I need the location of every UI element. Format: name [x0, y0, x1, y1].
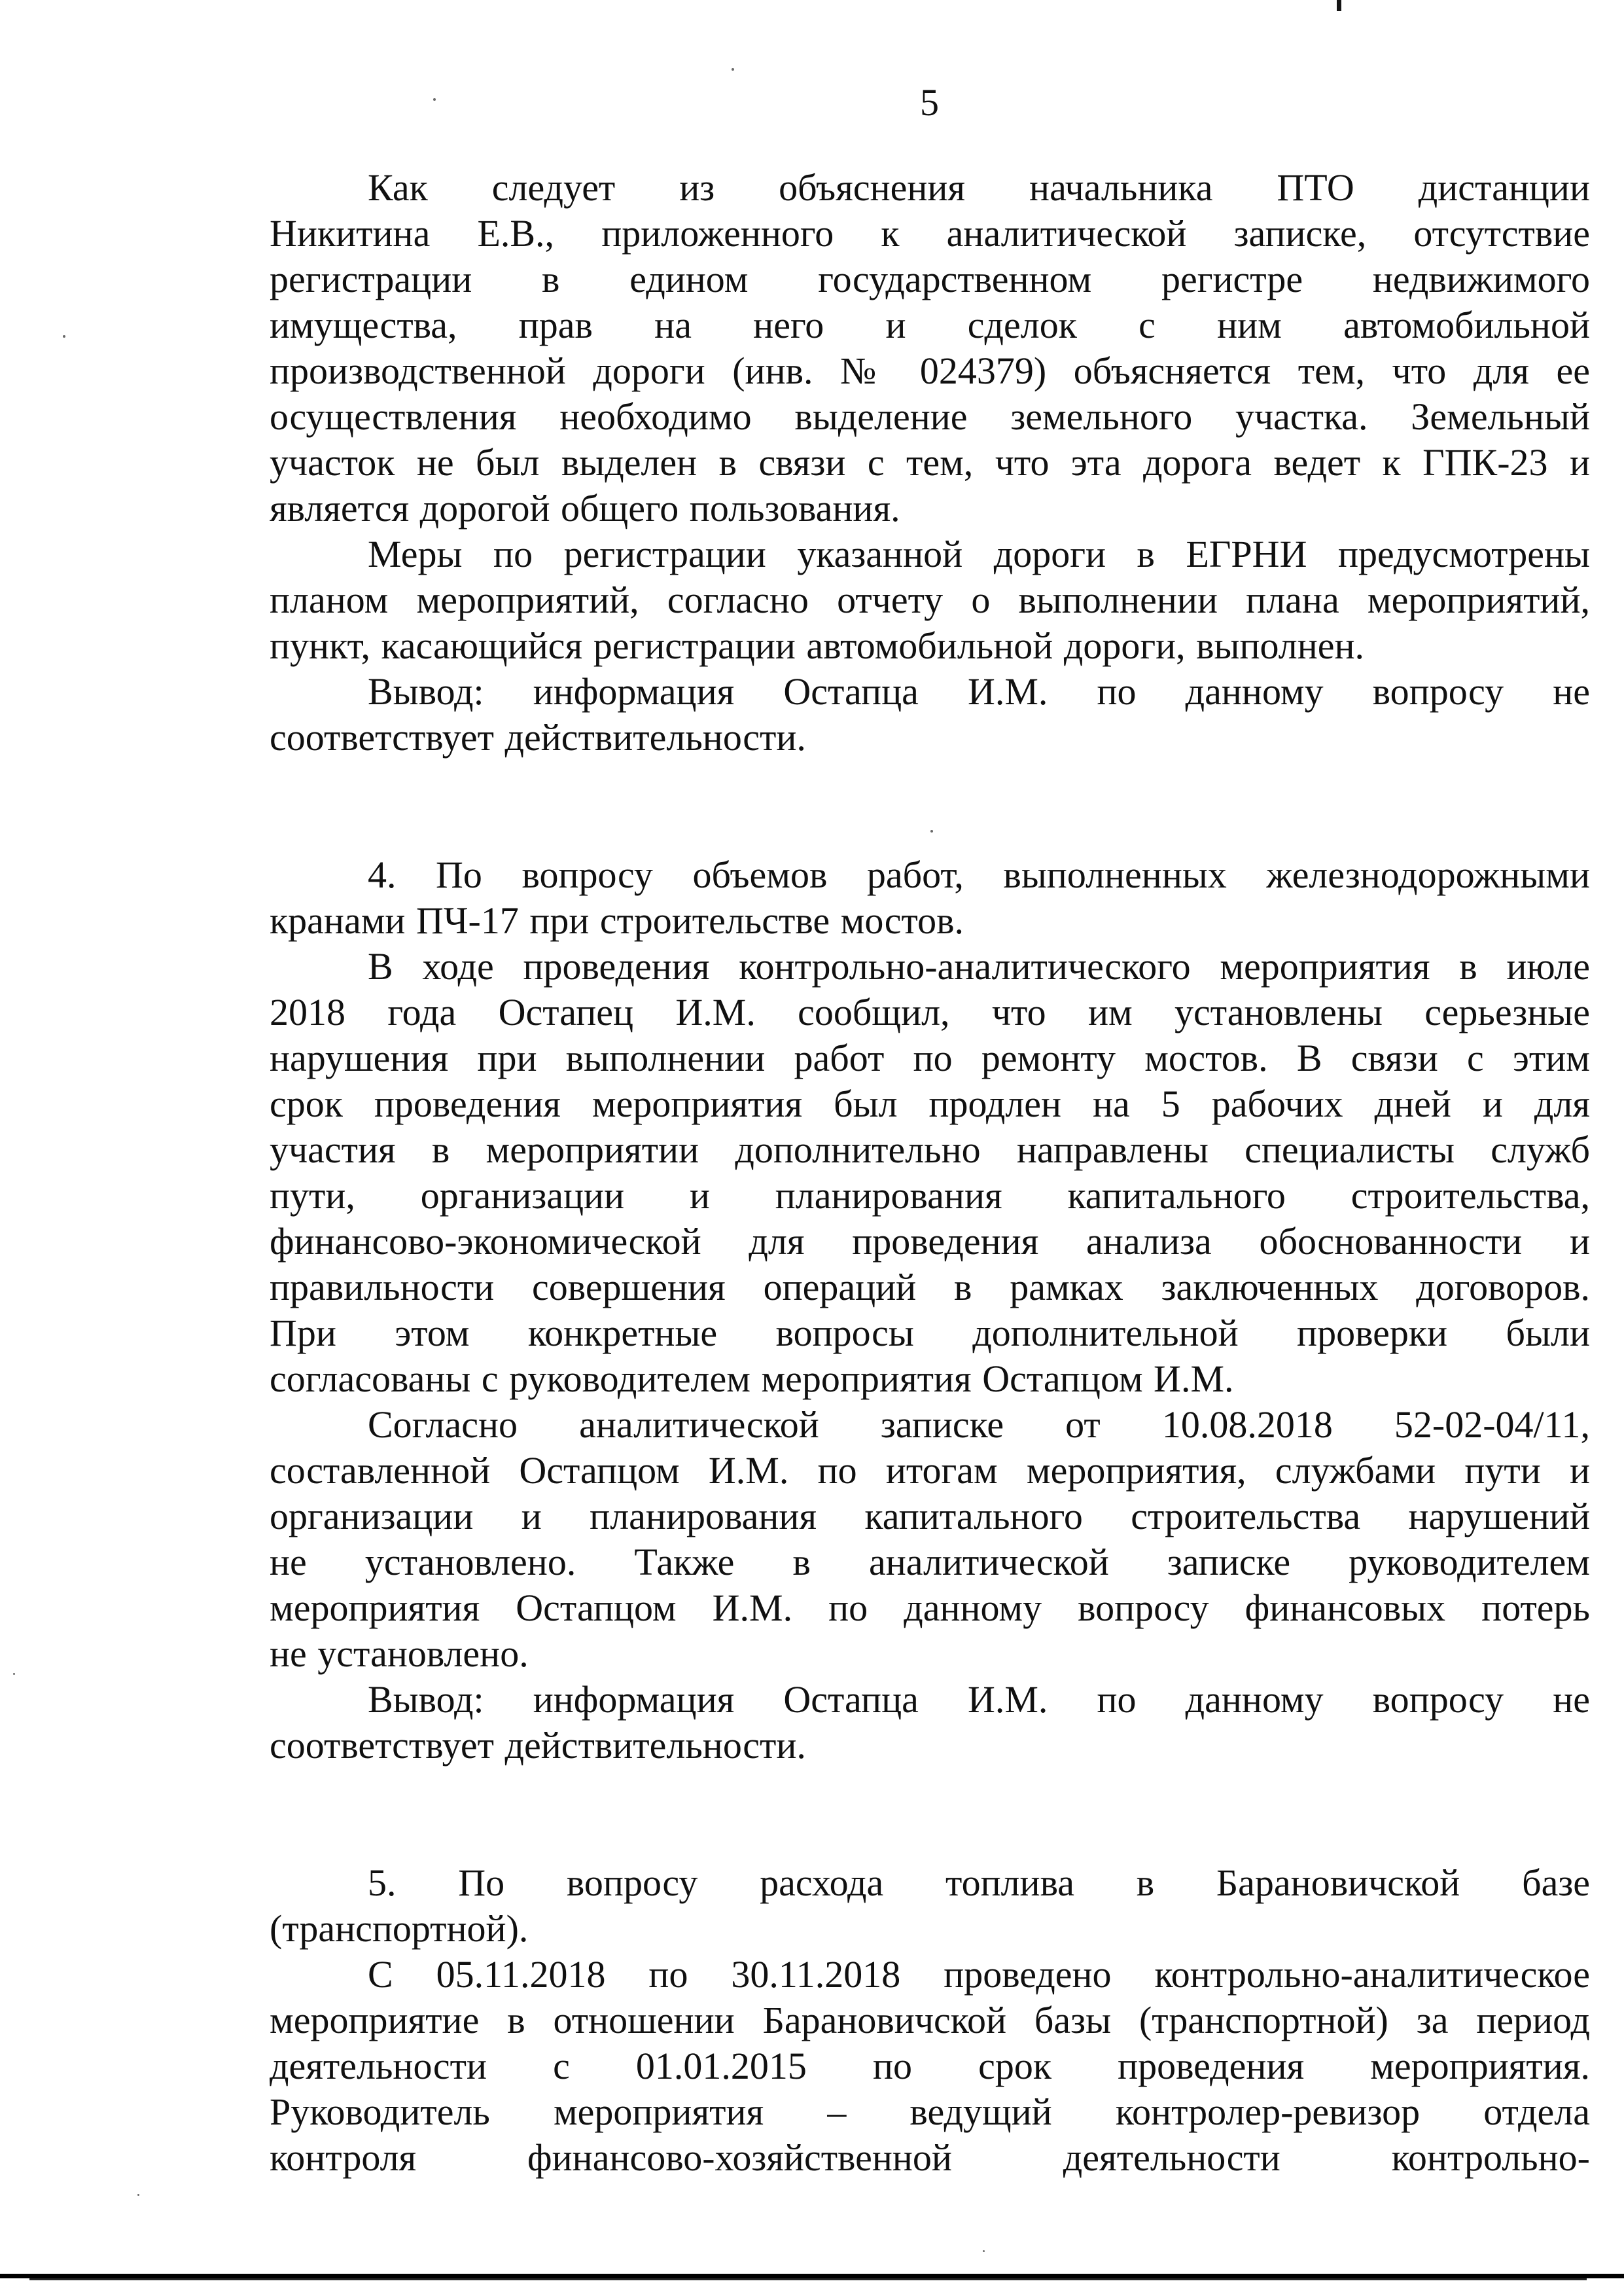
text-line: С 05.11.2018 по 30.11.2018 проведено контрольно-аналитическое: [368, 1953, 1590, 1996]
scan-bottom-edge-line-2: [29, 2278, 1587, 2280]
text-line: 2018 года Остапец И.М. сообщил, что им установлены серьезные: [270, 991, 1590, 1033]
text-line: Меры по регистрации указанной дороги в ЕГРНИ предусмотрены: [368, 533, 1590, 575]
paragraph-analytical-note: [270, 1402, 1590, 1677]
text-line: нарушения при выполнении работ по ремонту мостов. В связи с этим: [270, 1037, 1590, 1079]
paragraph-section-5-body: [270, 1952, 1590, 2181]
scan-noise-dot: [137, 2194, 139, 2196]
scan-noise-dot: [13, 1673, 15, 1675]
paragraph-conclusion-2: [270, 1677, 1590, 1768]
text-line: не установлено.: [270, 1632, 529, 1675]
text-line: кранами ПЧ-17 при строительстве мостов.: [270, 899, 964, 942]
scan-noise-dot: [930, 830, 933, 833]
text-line: планом мероприятий, согласно отчету о выполнении плана мероприятий,: [270, 579, 1590, 621]
text-line: производственной дороги (инв. № 024379) объясняется тем, что для ее: [270, 350, 1590, 392]
scan-edge-tick: [1337, 0, 1341, 11]
scan-noise-dot: [63, 335, 65, 338]
paragraph-registration-measures: [270, 531, 1590, 669]
text-line: контроля финансово-хозяйственной деятельности контрольно-: [270, 2136, 1590, 2179]
text-line: организации и планирования капитального строительства нарушений: [270, 1495, 1590, 1537]
paragraph-explanation-pto: [270, 165, 1590, 531]
text-line: Никитина Е.В., приложенного к аналитической записке, отсутствие: [270, 212, 1590, 255]
text-line: Как следует из объяснения начальника ПТО дистанции: [368, 166, 1590, 209]
text-line: регистрации в едином государственном регистре недвижимого: [270, 258, 1590, 300]
text-body: [270, 165, 1590, 2181]
text-line: правильности совершения операций в рамках заключенных договоров.: [270, 1266, 1590, 1308]
page-number: 5: [920, 81, 940, 124]
text-line: составленной Остапцом И.М. по итогам мероприятия, службами пути и: [270, 1449, 1590, 1492]
text-line: Согласно аналитической записке от 10.08.2018 52-02-04/11,: [368, 1403, 1590, 1446]
text-line: осуществления необходимо выделение земельного участка. Земельный: [270, 395, 1590, 438]
text-line: 4. По вопросу объемов работ, выполненных железнодорожными: [368, 853, 1590, 896]
text-line: срок проведения мероприятия был продлен на 5 рабочих дней и для: [270, 1083, 1590, 1125]
text-line: Вывод: информация Остапца И.М. по данному вопросу не: [368, 670, 1590, 713]
text-line: соответствует действительности.: [270, 1724, 806, 1767]
paragraph-section-4-body: [270, 944, 1590, 1402]
text-line: 5. По вопросу расхода топлива в Барановичской базе: [368, 1861, 1590, 1904]
text-line: пункт, касающийся регистрации автомобильной дороги, выполнен.: [270, 624, 1365, 667]
text-line: участия в мероприятии дополнительно направлены специалисты служб: [270, 1128, 1590, 1171]
text-line: соответствует действительности.: [270, 716, 806, 759]
text-line: мероприятие в отношении Барановичской базы (транспортной) за период: [270, 1999, 1590, 2041]
text-line: Вывод: информация Остапца И.М. по данному вопросу не: [368, 1678, 1590, 1721]
text-line: В ходе проведения контрольно-аналитического мероприятия в июле: [368, 945, 1590, 988]
text-line: пути, организации и планирования капитального строительства,: [270, 1174, 1590, 1217]
text-line: финансово-экономической для проведения анализа обоснованности и: [270, 1220, 1590, 1263]
text-line: не установлено. Также в аналитической записке руководителем: [270, 1541, 1590, 1583]
text-line: согласованы с руководителем мероприятия Остапцом И.М.: [270, 1357, 1234, 1400]
scan-noise-dot: [983, 2250, 985, 2252]
text-line: (транспортной).: [270, 1907, 529, 1950]
text-line: деятельности с 01.01.2015 по срок проведения мероприятия.: [270, 2045, 1590, 2087]
scan-noise-dot: [433, 98, 436, 101]
scan-noise-dot: [732, 68, 734, 71]
paragraph-conclusion-1: [270, 669, 1590, 761]
text-line: является дорогой общего пользования.: [270, 487, 900, 529]
scan-bottom-edge-line: [0, 2274, 1624, 2278]
text-line: имущества, прав на него и сделок с ним автомобильной: [270, 304, 1590, 346]
text-line: мероприятия Остапцом И.М. по данному вопросу финансовых потерь: [270, 1587, 1590, 1629]
text-line: При этом конкретные вопросы дополнительной проверки были: [270, 1312, 1590, 1354]
text-line: Руководитель мероприятия – ведущий контролер-ревизор отдела: [270, 2090, 1590, 2133]
text-line: участок не был выделен в связи с тем, что эта дорога ведет к ГПК-23 и: [270, 441, 1590, 484]
section-4-heading: [270, 852, 1590, 944]
section-5-heading: [270, 1860, 1590, 1952]
